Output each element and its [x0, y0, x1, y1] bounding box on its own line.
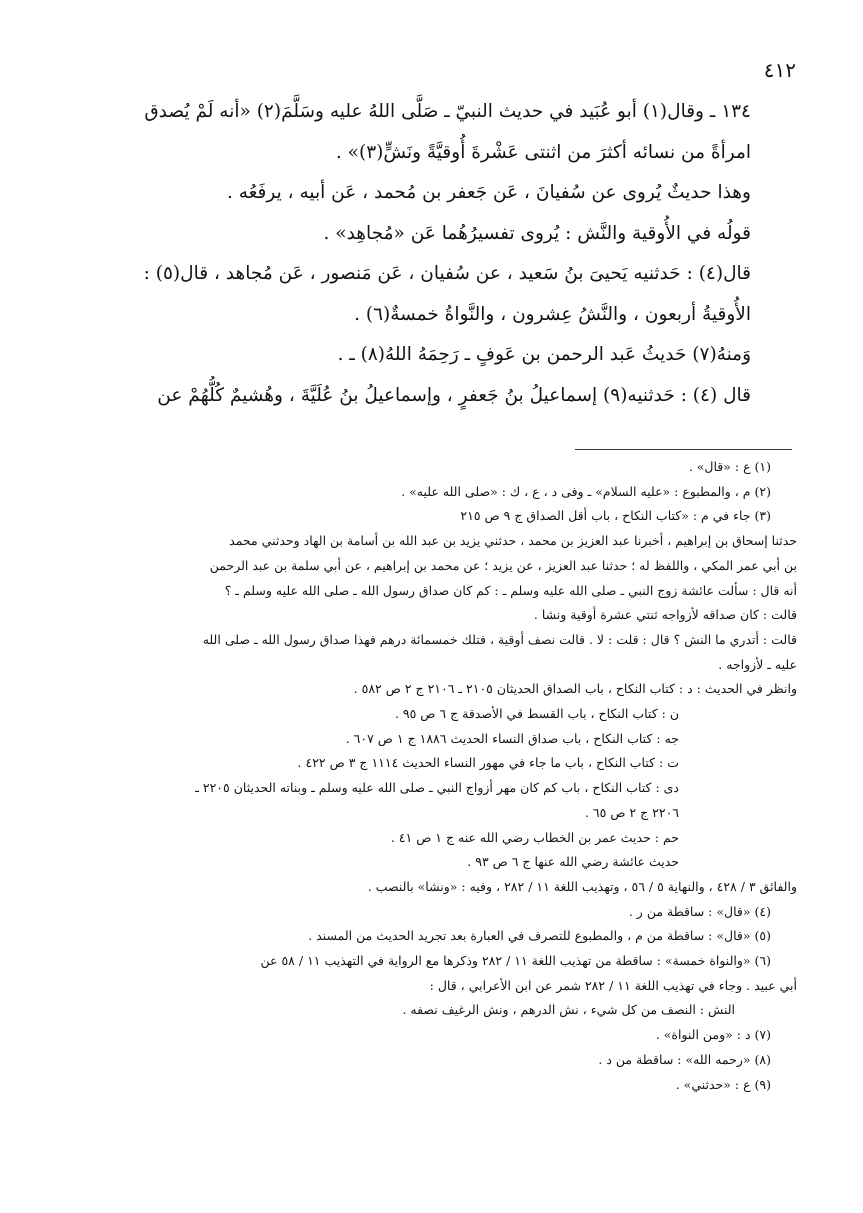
- footnote-line: ٢٢٠٦ ج ٢ ص ٦٥ .: [584, 804, 679, 820]
- main-line: الأُوقيةُ أربعون ، والنَّشُ عِشرون ، والنَّواةُ خمسةٌ(٦) .: [354, 303, 751, 325]
- footnote-line: بن أبي عمر المكي ، واللفظ له ؛ حدثنا عبد العزيز ، عن يزيد ؛ عن محمد بن إبراهيم ، عن أبي سلمة بن عبد الرحمن: [209, 557, 797, 573]
- footnotes: [91, 455, 797, 1097]
- main-line: قال(٤) : حَدثنيه يَحيىَ بنُ سَعيد ، عن سُفيان ، عَن مَنصور ، عَن مُجاهد ، قال(٥) :: [143, 263, 751, 284]
- footnote-line: (٥) «قال» : ساقطة من م ، والمطبوع للتصرف في العبارة بعد تجريد الحديث من المسند .: [308, 928, 771, 944]
- footnote-line: حديث عائشة رضي الله عنها ج ٦ ص ٩٣ .: [467, 854, 679, 870]
- footnote-line: والفائق ٣ / ٤٢٨ ، والنهاية ٥ / ٥٦ ، وتهذيب اللغة ١١ / ٢٨٢ ، وفيه : «ونشا» بالنصب .: [367, 878, 797, 894]
- footnote-line: ت : كتاب النكاح ، باب ما جاء في مهور النساء الحديث ١١١٤ ج ٣ ص ٤٢٢ .: [297, 755, 679, 771]
- footnote-line: أبي عبيد . وجاء في تهذيب اللغة ١١ / ٢٨٢ شمر عن ابن الأعرابي ، قال :: [429, 977, 797, 993]
- main-line: قولُه في الأُوقية والنَّش : يُروى تفسيرُهُما عَن «مُجاهِد» .: [323, 222, 751, 244]
- footnote-line: دى : كتاب النكاح ، باب كم كان مهر أزواج النبي ـ صلى الله عليه وسلم ـ وبناته الحديثان ٢٢٠٥ ـ: [195, 780, 679, 796]
- footnote-line: حم : حديث عمر بن الخطاب رضي الله عنه ج ١ ص ٤١ .: [390, 829, 679, 845]
- footnote-line: وانظر في الحديث : د : كتاب النكاح ، باب الصداق الحديثان ٢١٠٥ ـ ٢١٠٦ ج ٢ ص ٥٨٢ .: [353, 681, 797, 697]
- footnote-line: ن : كتاب النكاح ، باب القسط في الأصدقة ج ٦ ص ٩٥ .: [394, 706, 679, 722]
- footnote-line: (٤) «قال» : ساقطة من ر .: [628, 903, 771, 919]
- main-line: امرأةً من نسائه أكثرَ من اثنتى عَشْرةَ أُوقيَّةً ونَشٍّ(٣)» .: [335, 141, 751, 163]
- footnote-separator: [575, 449, 792, 450]
- page-number: ٤١٢: [763, 58, 796, 82]
- footnote-line: (٩) ع : «حدثني» .: [675, 1076, 771, 1092]
- main-line: قال (٤) : حَدثنيه(٩) إسماعيلُ بنُ جَعفرٍ ، وإسماعيلُ بنُ عُلَيَّةَ ، وهُشيمٌ كُلُّهُمْ عن: [157, 384, 751, 406]
- footnote-line: (٧) د : «ومن النواة» .: [655, 1027, 771, 1043]
- footnote-line: (٢) م ، والمطبوع : «عليه السلام» ـ وفى د ، ع ، ك : «صلى الله عليه» .: [401, 483, 771, 499]
- footnote-line: (٣) جاء في م : «كتاب النكاح ، باب أقل الصداق ج ٩ ص ٢١٥: [460, 508, 771, 524]
- main-text: [122, 92, 751, 416]
- footnote-line: قالت : أتدري ما النش ؟ قال : قلت : لا . قالت نصف أوقية ، فتلك خمسمائة درهم فهذا صداق رسول الله ـ صلى الله: [202, 631, 797, 647]
- footnote-line: عليه ـ لأزواجه .: [718, 656, 797, 672]
- footnote-line: (٨) «رحمه الله» : ساقطة من د .: [598, 1051, 771, 1067]
- footnote-line: (١) ع : «قال» .: [688, 459, 771, 474]
- main-line: وهذا حديثٌ يُروى عن سُفيانَ ، عَن جَعفر بن مُحمد ، عَن أبيه ، يرفَعُه .: [226, 182, 751, 203]
- footnote-line: قالت : كان صداقه لأزواجه ثنتي عشرة أوقية ونشا .: [533, 607, 797, 623]
- footnote-line: النش : النصف من كل شيء ، نش الدرهم ، ونش الرغيف نصفه .: [402, 1002, 735, 1018]
- footnote-line: أنه قال : سألت عائشة زوج النبي ـ صلى الله عليه وسلم ـ : كم كان صداق رسول الله ـ صلى الله عليه وسلم ـ ؟: [224, 582, 797, 598]
- footnote-line: حدثنا إسحاق بن إبراهيم ، أخبرنا عبد العزيز بن محمد ، حدثني يزيد بن عبد الله بن أسامة بن الهاد وحدثني محمد: [229, 533, 797, 549]
- main-line: وَمنهُ(٧) حَديثُ عَبد الرحمن بن عَوفٍ ـ رَحِمَهُ اللهُ(٨) ـ .: [337, 344, 751, 365]
- footnote-line: جه : كتاب النكاح ، باب صداق النساء الحديث ١٨٨٦ ج ١ ص ٦٠٧ .: [345, 730, 679, 746]
- main-line: ١٣٤ ـ وقال(١) أبو عُبَيد في حديث النبيّ ـ صَلَّى اللهُ عليه وسَلَّمَ(٢) «أنه لَمْ يُصدق: [144, 101, 751, 122]
- footnote-line: (٦) «والنواة خمسة» : ساقطة من تهذيب اللغة ١١ / ٢٨٢ وذكرها مع الرواية في التهذيب ١١ / ٥٨ عن: [260, 953, 771, 969]
